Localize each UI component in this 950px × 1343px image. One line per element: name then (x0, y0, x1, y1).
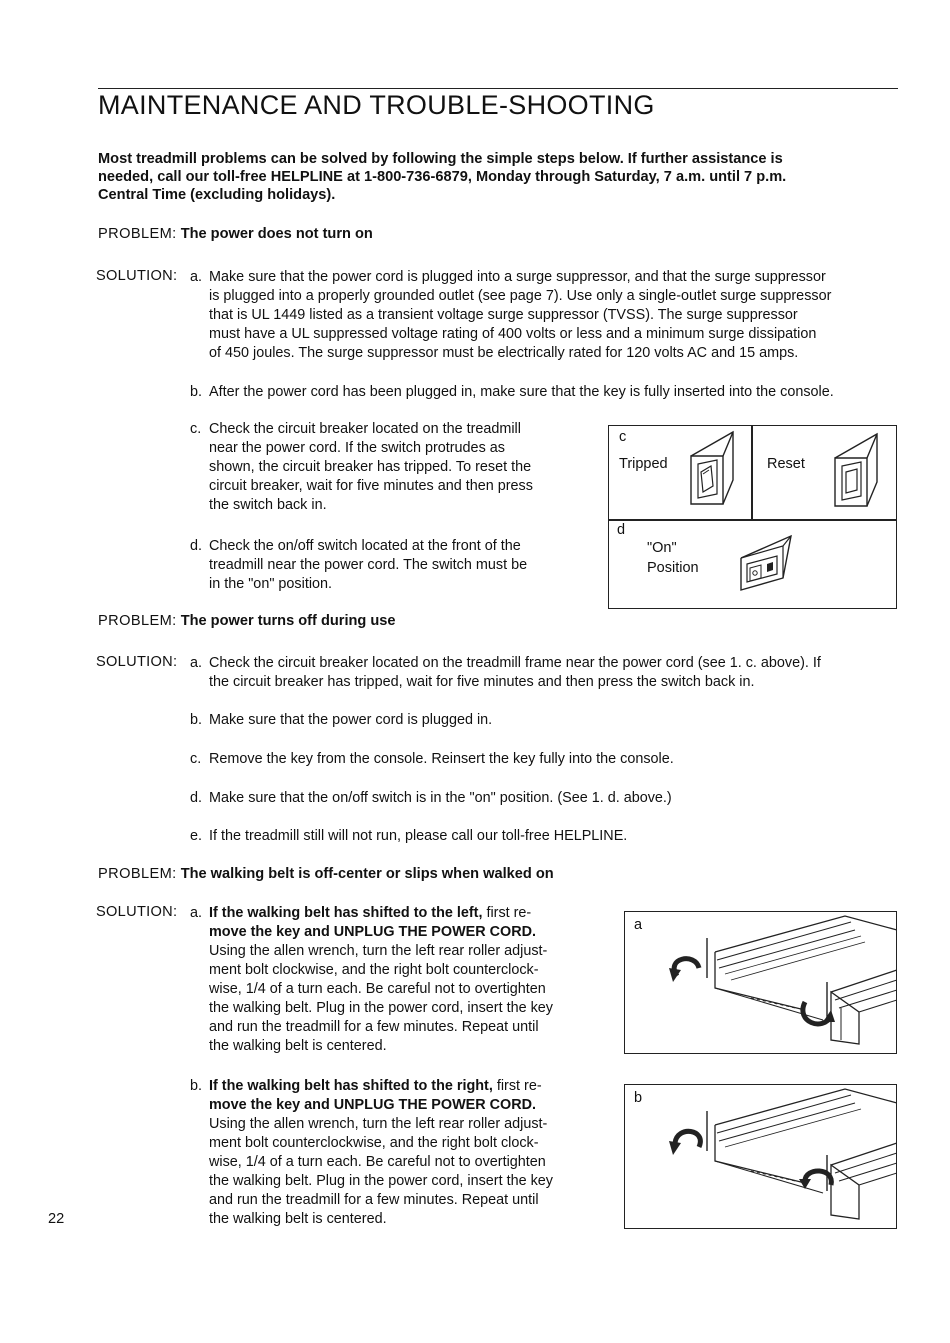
figure-c-label: c (619, 429, 627, 445)
step-line: Using the allen wrench, turn the left rear roller adjust- (209, 943, 548, 959)
step-head-rest: first re- (492, 1078, 542, 1094)
problem-2-title: The power turns off during use (180, 613, 396, 629)
step-line: treadmill near the power cord. The switch must be (209, 557, 528, 573)
step-line: the walking belt. Plug in the power cord, insert the key (209, 1173, 553, 1189)
figure-divider (751, 426, 753, 519)
solution-2-label: SOLUTION: (96, 654, 178, 670)
step-letter: b. (190, 384, 203, 400)
step-line: Check the circuit breaker located on the treadmill (209, 421, 521, 437)
step-line: and run the treadmill for a few minutes. Repeat until (209, 1192, 539, 1208)
step-line: wise, 1/4 of a turn each. Be careful not to overtighten (209, 981, 546, 997)
step-line: circuit breaker, wait for five minutes and then press (209, 478, 533, 494)
step-letter: a. (190, 905, 203, 921)
step-line: shown, the circuit breaker has tripped. To reset the (209, 459, 532, 475)
step-line: wise, 1/4 of a turn each. Be careful not to overtighten (209, 1154, 546, 1170)
step-line: Remove the key from the console. Reinsert the key fully into the console. (209, 751, 674, 767)
header-rule (98, 88, 898, 89)
problem-label: PROBLEM: (98, 226, 177, 242)
step-letter: c. (190, 421, 202, 437)
step-line: that is UL 1449 listed as a transient voltage surge suppressor (TVSS). The surge suppressor (209, 307, 798, 323)
step-line: Check the on/off switch located at the front of the (209, 538, 521, 554)
step-line: and run the treadmill for a few minutes. Repeat until (209, 1019, 539, 1035)
step-line: ment bolt counterclockwise, and the right bolt clock- (209, 1135, 539, 1151)
step-line (209, 923, 553, 942)
treadmill-rear-right-illustration (655, 1085, 897, 1228)
figure-b-label: b (634, 1090, 643, 1106)
p3-step-a (190, 904, 600, 1059)
step-letter: e. (190, 828, 203, 844)
step-line: After the power cord has been plugged in, make sure that the key is fully inserted into the console. (209, 384, 834, 400)
p1-step-c (190, 420, 590, 515)
step-bold-head: If the walking belt has shifted to the right, (209, 1078, 493, 1094)
problem-1-title: The power does not turn on (180, 226, 373, 242)
step-line: Make sure that the power cord is plugged into a surge suppressor, and that the surge suppressor (209, 269, 826, 285)
step-head-rest: first re- (482, 905, 532, 921)
step-line: must have a UL suppressed voltage rating of 400 volts or less and a minimum surge dissipation (209, 326, 817, 342)
problem-1-heading (98, 226, 373, 242)
solution-3-label: SOLUTION: (96, 904, 178, 920)
p2-step-e (190, 827, 900, 846)
step-letter: c. (190, 751, 202, 767)
step-letter: d. (190, 538, 203, 554)
intro-paragraph (98, 150, 888, 204)
step-bold-line: move the key and UNPLUG THE POWER CORD. (209, 924, 537, 940)
step-line: the walking belt is centered. (209, 1211, 387, 1227)
step-line: Using the allen wrench, turn the left rear roller adjust- (209, 1116, 548, 1132)
step-line: ment bolt clockwise, and the right bolt counterclock- (209, 962, 539, 978)
problem-label: PROBLEM: (98, 866, 177, 882)
solution-1-label: SOLUTION: (96, 268, 178, 284)
step-letter: a. (190, 655, 203, 671)
page-title: MAINTENANCE AND TROUBLE-SHOOTING (98, 90, 655, 120)
step-bold-head: If the walking belt has shifted to the left, (209, 905, 483, 921)
figure-divider (609, 519, 896, 521)
step-bold-line: move the key and UNPLUG THE POWER CORD. (209, 1097, 537, 1113)
step-line (209, 1096, 553, 1115)
problem-label: PROBLEM: (98, 613, 177, 629)
intro-line: Central Time (excluding holidays). (98, 187, 336, 203)
step-line: in the "on" position. (209, 576, 333, 592)
p1-step-a (190, 268, 900, 363)
figure-d-on-caption: "On" (647, 540, 677, 556)
figure-d-position-caption: Position (647, 560, 699, 576)
figure-circuit-breaker (608, 425, 897, 609)
p2-step-d (190, 789, 900, 808)
step-line (209, 1077, 553, 1096)
step-line: is plugged into a properly grounded outlet (see page 7). Use only a single-outlet surge suppressor (209, 288, 832, 304)
step-line (209, 904, 553, 923)
p1-step-b (190, 383, 900, 402)
step-line: the circuit breaker has tripped, wait for five minutes and then press the switch back in. (209, 674, 755, 690)
intro-line: Most treadmill problems can be solved by following the simple steps below. If further assistance is (98, 151, 783, 167)
figure-belt-left (624, 911, 897, 1054)
step-line: Check the circuit breaker located on the treadmill frame near the power cord (see 1. c. above). If (209, 655, 821, 671)
figure-d-label: d (617, 522, 626, 538)
figure-a-label: a (634, 917, 643, 933)
problem-3-heading (98, 866, 554, 882)
figure-belt-right (624, 1084, 897, 1229)
step-line: the walking belt is centered. (209, 1038, 387, 1054)
intro-line: needed, call our toll-free HELPLINE at 1-800-736-6879, Monday through Saturday, 7 a.m. until 7 p.m. (98, 169, 787, 185)
step-line: the switch back in. (209, 497, 327, 513)
figure-c-tripped-caption: Tripped (619, 456, 668, 472)
problem-2-heading (98, 613, 396, 629)
figure-c-reset-caption: Reset (767, 456, 805, 472)
step-letter: d. (190, 790, 203, 806)
step-letter: b. (190, 712, 203, 728)
reset-breaker-icon (831, 432, 881, 510)
tripped-breaker-icon (687, 430, 737, 508)
step-line: the walking belt. Plug in the power cord, insert the key (209, 1000, 553, 1016)
step-letter: a. (190, 269, 203, 285)
problem-3-title: The walking belt is off-center or slips when walked on (180, 866, 554, 882)
page-number: 22 (48, 1211, 65, 1227)
step-line: of 450 joules. The surge suppressor must be electrically rated for 120 volts AC and 15 amps. (209, 345, 799, 361)
step-line: Make sure that the on/off switch is in the "on" position. (See 1. d. above.) (209, 790, 672, 806)
p2-step-c (190, 750, 900, 769)
p2-step-b (190, 711, 900, 730)
on-off-switch-icon (735, 528, 801, 592)
step-letter: b. (190, 1078, 203, 1094)
p3-step-b (190, 1077, 600, 1232)
treadmill-rear-left-illustration (655, 912, 897, 1053)
p1-step-d (190, 537, 590, 594)
step-line: If the treadmill still will not run, please call our toll-free HELPLINE. (209, 828, 628, 844)
step-line: near the power cord. If the switch protrudes as (209, 440, 505, 456)
p2-step-a (190, 654, 900, 692)
step-line: Make sure that the power cord is plugged in. (209, 712, 493, 728)
